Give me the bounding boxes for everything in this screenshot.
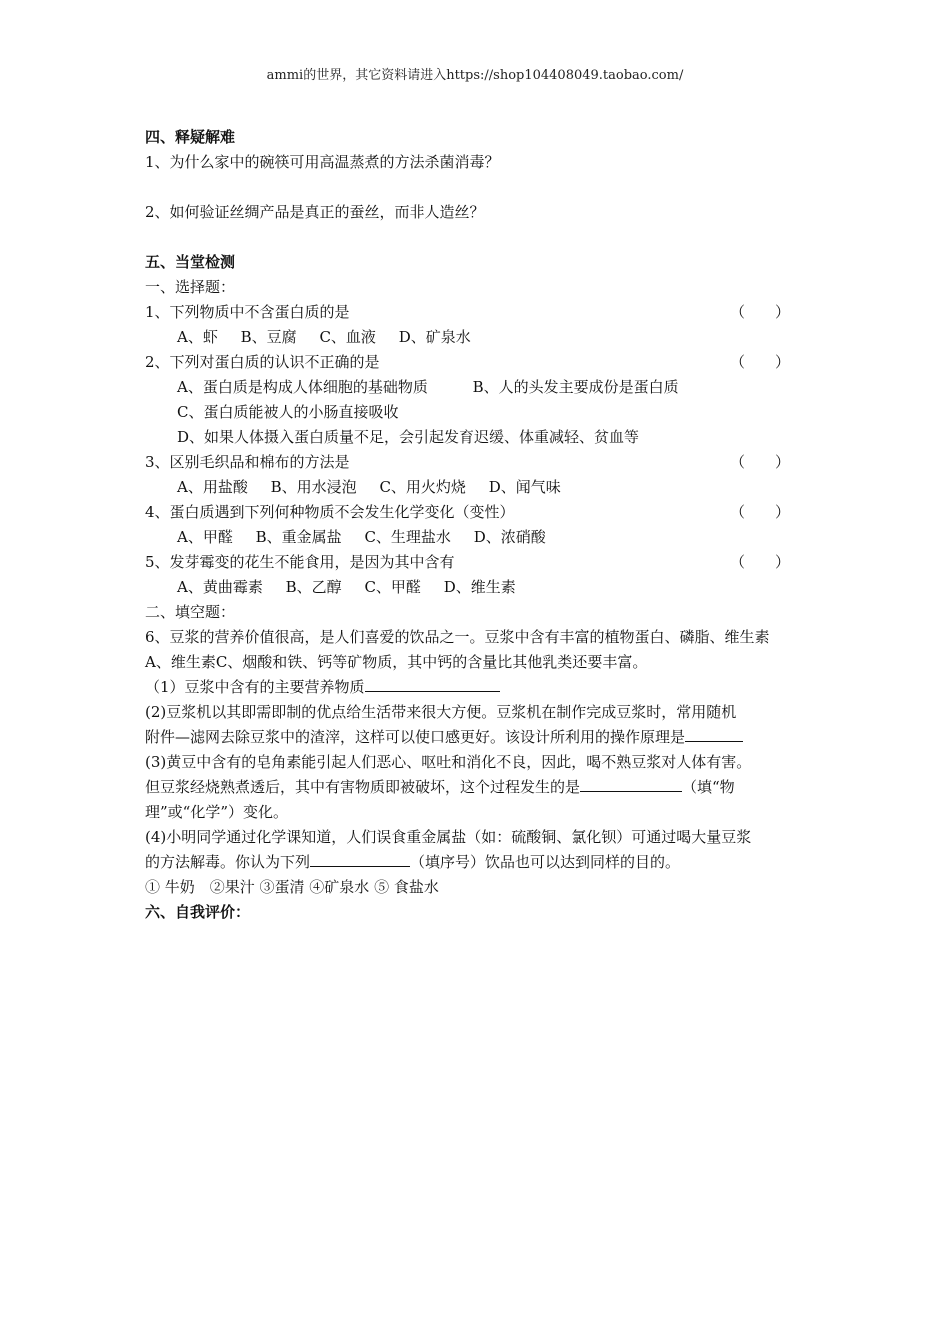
answer-paren: （ ）	[729, 553, 790, 571]
option: C、血液	[319, 328, 376, 346]
section4-question-2: 2、如何验证丝绸产品是真正的蚕丝，而非人造丝？	[145, 203, 485, 221]
answer-paren: （ ）	[729, 353, 790, 371]
option: A、蛋白质是构成人体细胞的基础物质	[177, 378, 428, 396]
sub-question-3-line-2	[145, 775, 810, 800]
option: B、乙醇	[285, 578, 342, 596]
sub-question-1	[145, 675, 810, 700]
option: D、维生素	[443, 578, 516, 596]
question-4	[145, 500, 810, 525]
option: C、甲醛	[364, 578, 421, 596]
option: B、用水浸泡	[270, 478, 357, 496]
option: B、豆腐	[240, 328, 297, 346]
sub-question-1-text: （1）豆浆中含有的主要营养物质	[145, 678, 365, 696]
section4-question-1: 1、为什么家中的碗筷可用高温蒸煮的方法杀菌消毒？	[145, 153, 500, 171]
question-5-options	[145, 575, 810, 600]
sub-question-3-line-3: 理”或“化学”）变化。	[145, 803, 289, 821]
question-1-stem: 1、下列物质中不含蛋白质的是	[145, 303, 350, 321]
question-3-options	[145, 475, 810, 500]
answer-blank[interactable]	[580, 776, 682, 792]
option: A、用盐酸	[177, 478, 248, 496]
fill-title: 二、填空题：	[145, 603, 236, 621]
worksheet-content	[145, 125, 810, 925]
option: D、矿泉水	[398, 328, 471, 346]
sub-question-4-hint: （填序号）饮品也可以达到同样的目的。	[410, 853, 681, 871]
option: A、黄曲霉素	[177, 578, 263, 596]
option: C、生理盐水	[364, 528, 451, 546]
question-3	[145, 450, 810, 475]
question-1-options	[145, 325, 810, 350]
choice-title: 一、选择题：	[145, 278, 236, 296]
sub-question-2-text: 附件—滤网去除豆浆中的渣滓，这样可以使口感更好。该设计所利用的操作原理是	[145, 728, 686, 746]
answer-paren: （ ）	[729, 303, 790, 321]
sub-question-4-text: 的方法解毒。你认为下列	[145, 853, 311, 871]
section4-title: 四、释疑解难	[145, 128, 236, 146]
answer-blank[interactable]	[310, 851, 410, 867]
sub-question-4-options: ① 牛奶 ②果汁 ③蛋清 ④矿泉水 ⑤ 食盐水	[145, 878, 439, 896]
question-2	[145, 350, 810, 375]
answer-blank[interactable]	[365, 676, 500, 692]
sub-question-2-line-1: (2)豆浆机以其即需即制的优点给生活带来很大方便。豆浆机在制作完成豆浆时，常用随机	[145, 703, 737, 721]
section5-title: 五、当堂检测	[145, 253, 236, 271]
option: D、浓硝酸	[473, 528, 546, 546]
option: A、甲醛	[177, 528, 233, 546]
sub-question-3-hint: （填“物	[682, 778, 735, 796]
sub-question-4-line-2	[145, 850, 810, 875]
question-2-options-ab	[145, 375, 810, 400]
answer-paren: （ ）	[729, 453, 790, 471]
sub-question-3-text: 但豆浆经烧熟煮透后，其中有害物质即被破坏，这个过程发生的是	[145, 778, 581, 796]
question-6-intro-line-1: 6、豆浆的营养价值很高，是人们喜爱的饮品之一。豆浆中含有丰富的植物蛋白、磷脂、维生素	[145, 628, 770, 646]
option: A、虾	[177, 328, 218, 346]
question-3-stem: 3、区别毛织品和棉布的方法是	[145, 453, 350, 471]
question-5-stem: 5、发芽霉变的花生不能食用，是因为其中含有	[145, 553, 455, 571]
section6-title: 六、自我评价：	[145, 903, 251, 921]
question-2-stem: 2、下列对蛋白质的认识不正确的是	[145, 353, 380, 371]
question-5	[145, 550, 810, 575]
question-6-intro-line-2: A、维生素C、烟酸和铁、钙等矿物质，其中钙的含量比其他乳类还要丰富。	[145, 653, 648, 671]
page-header: ammi的世界，其它资料请进入https://shop104408049.taobao.com/	[266, 68, 684, 83]
option: B、重金属盐	[255, 528, 342, 546]
answer-paren: （ ）	[729, 503, 790, 521]
sub-question-3-line-1: (3)黄豆中含有的皂角素能引起人们恶心、呕吐和消化不良，因此，喝不熟豆浆对人体有害。	[145, 753, 752, 771]
answer-blank[interactable]	[685, 726, 743, 742]
question-4-stem: 4、蛋白质遇到下列何种物质不会发生化学变化（变性）	[145, 503, 515, 521]
option: D、闻气味	[488, 478, 561, 496]
question-4-options	[145, 525, 810, 550]
option: D、如果人体摄入蛋白质量不足，会引起发育迟缓、体重减轻、贫血等	[177, 428, 640, 446]
sub-question-4-line-1: (4)小明同学通过化学课知道，人们误食重金属盐（如：硫酸铜、氯化钡）可通过喝大量豆浆	[145, 828, 752, 846]
option: B、人的头发主要成份是蛋白质	[472, 378, 679, 396]
question-1	[145, 300, 810, 325]
option: C、用火灼烧	[379, 478, 466, 496]
option: C、蛋白质能被人的小肠直接吸收	[177, 403, 399, 421]
sub-question-2-line-2	[145, 725, 810, 750]
